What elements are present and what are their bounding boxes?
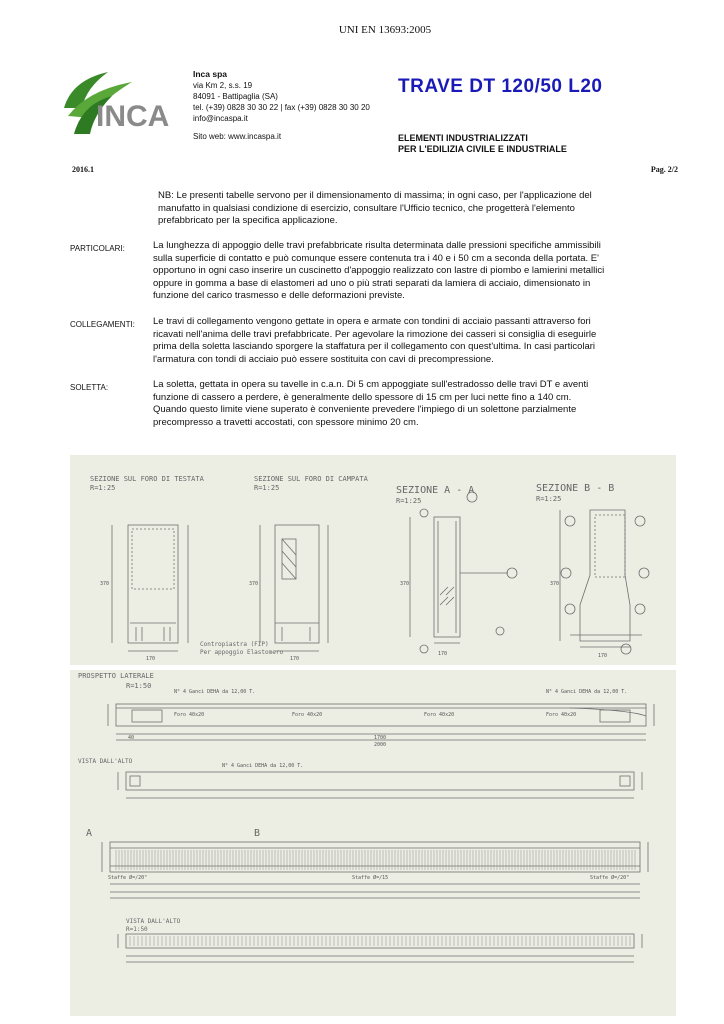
section-testata-title: SEZIONE SUL FORO DI TESTATA	[90, 475, 204, 483]
address-line-1: via Km 2, s.s. 19	[193, 81, 253, 90]
text-line: funzione di cassero a perdere, è generalmente dello spessore di 15 cm per luci nette fino a 140 cm.	[153, 391, 572, 403]
note-line: prefabbricato per la specifica applicazione.	[158, 215, 338, 227]
staffe-mid-label: Staffe Ø=/15	[352, 875, 389, 881]
section-testata-figure	[112, 525, 188, 651]
company-name: Inca spa	[193, 69, 228, 79]
dim-label: 170	[290, 656, 300, 662]
section-bb-title: SEZIONE B - B	[536, 483, 615, 494]
text-line: funzione del carico trasmesso e delle deformazioni previste.	[153, 290, 405, 302]
section-testata-scale: R=1:25	[90, 484, 116, 492]
foro-label: Foro 40x20	[546, 712, 577, 718]
elevation-drawing	[70, 670, 676, 1016]
section-label-collegamenti: COLLEGAMENTI:	[70, 320, 135, 329]
staffe-right-label: Staffe Ø=/20"	[590, 875, 630, 881]
text-line: opportuno in ogni caso inserire un cuscinetto d'appoggio realizzato con lastre di piombo e lamierini metallici	[153, 265, 605, 277]
section-text-soletta	[153, 379, 675, 429]
subtitle-line-2: PER L'EDILIZIA CIVILE E INDUSTRIALE	[398, 144, 567, 154]
text-line: prima della soletta lasciando sporgere la staffatura per il collegamento con quest'ultima. In casi particolari	[153, 341, 596, 353]
address-line-2: 84091 - Battipaglia (SA)	[193, 92, 278, 101]
text-line: sulla superficie di contatto e può comunque essere contenuta tra i 40 e i 50 cm a seconda della portata. E'	[153, 252, 599, 264]
text-line: La lunghezza di appoggio delle travi prefabbricate risulta determinata dalle pressioni specifiche ammissibili	[153, 240, 601, 251]
note-line: NB: Le presenti tabelle servono per il dimensionamento di massima; in ogni caso, per l'applicazione del	[158, 190, 592, 201]
phone-line: tel. (+39) 0828 30 30 22 | fax (+39) 0828 30 30 20	[193, 103, 370, 112]
marker-b: B	[254, 828, 261, 839]
logo-text: INCA	[96, 100, 170, 133]
email[interactable]: info@incaspa.it	[193, 114, 248, 123]
appoggio-note: Per appoggio Elastomero	[200, 649, 284, 656]
text-line: La soletta, gettata in opera su tavelle in c.a.n. Di 5 cm appoggiate sull'estradosso delle travi DT e aventi	[153, 379, 589, 390]
dim-label: 370	[550, 581, 560, 587]
dim-label: 170	[146, 656, 156, 662]
text-line: Quando questo limite viene superato è conveniente prevedere l'impiego di un solettone parzialmente	[153, 404, 577, 416]
dim-mid: 1700	[374, 735, 387, 741]
section-campata-figure	[260, 525, 328, 651]
section-text-particolari	[153, 240, 675, 303]
prospetto-title: PROSPETTO LATERALE	[78, 672, 154, 680]
dim-end: 40	[128, 735, 135, 741]
section-label-soletta: SOLETTA:	[70, 383, 109, 392]
top-view-2-ribs	[130, 936, 630, 946]
ganci-left-label: N° 4 Ganci DEHA da 12,00 T.	[174, 689, 256, 695]
dim-label: 370	[400, 581, 410, 587]
section-text-collegamenti	[153, 316, 675, 366]
product-title: TRAVE DT 120/50 L20	[398, 76, 603, 97]
edition: 2016.1	[72, 165, 94, 174]
page-number: Pag. 2/2	[650, 165, 678, 174]
dim-total: 2000	[374, 742, 387, 748]
staffe-left-label: Staffe Ø=/20"	[108, 875, 148, 881]
website[interactable]: Sito web: www.incaspa.it	[193, 132, 282, 141]
top-view-2-figure	[118, 934, 642, 962]
text-line: oppure in gomma a base di elastomeri ad uno o più strati separati da lamiera di acciaio, dimensionato in	[153, 277, 591, 289]
section-label-particolari: PARTICOLARI:	[70, 244, 125, 253]
subtitle	[398, 133, 678, 155]
marker-a: A	[86, 828, 93, 839]
inca-logo	[62, 68, 182, 140]
prospetto-scale: R=1:50	[126, 682, 152, 690]
top-view-1-figure	[118, 772, 642, 798]
section-aa-figure	[410, 492, 517, 653]
section-campata-title: SEZIONE SUL FORO DI CAMPATA	[254, 475, 368, 483]
text-line: Le travi di collegamento vengono gettate in opera e armate con tondini di acciaio passanti attraverso fori	[153, 316, 591, 327]
note	[158, 190, 668, 228]
norm-reference: UNI EN 13693:2005	[338, 24, 432, 36]
section-bb-scale: R=1:25	[536, 495, 562, 503]
dim-label: 170	[438, 651, 448, 657]
contropiastra-note: Contropiastra (FIP)	[200, 641, 269, 648]
foro-label: Foro 40x20	[424, 712, 455, 718]
foro-label: Foro 40x20	[174, 712, 205, 718]
section-bb-figure	[560, 510, 649, 654]
text-line: precompresso a travetti accostati, con spessore minimo 20 cm.	[153, 416, 419, 428]
dim-label: 170	[598, 653, 608, 659]
section-aa-title: SEZIONE A - A	[396, 485, 475, 496]
dim-label: 370	[249, 581, 259, 587]
top-view-1-title: VISTA DALL'ALTO	[78, 758, 133, 765]
note-line: manufatto in qualsiasi condizione di esercizio, consultare l'Ufficio tecnico, che progetterà l'elemento	[158, 202, 575, 214]
sections-drawing	[70, 455, 676, 665]
section-campata-scale: R=1:25	[254, 484, 280, 492]
dim-label: 370	[100, 581, 110, 587]
subtitle-line-1: ELEMENTI INDUSTRIALIZZATI	[398, 133, 528, 143]
company-info	[193, 69, 393, 124]
text-line: ricavati nell'anima delle travi prefabbricate. Per agevolare la rimozione dei casseri si consiglia di eseguirle	[153, 328, 597, 340]
foro-label: Foro 40x20	[292, 712, 323, 718]
section-aa-scale: R=1:25	[396, 497, 422, 505]
top-view-2-title: VISTA DALL'ALTO	[126, 918, 181, 925]
ganci-right-label: N° 4 Ganci DEHA da 12,00 T.	[546, 689, 628, 695]
top-view-2-scale: R=1:50	[126, 926, 148, 933]
stirrups-pattern	[116, 850, 635, 870]
ganci-top-label: N° 4 Ganci DEHA da 12,00 T.	[222, 763, 304, 769]
text-line: l'armatura con tondi di acciaio può essere sostituita con cavi di precompressione.	[153, 353, 494, 365]
